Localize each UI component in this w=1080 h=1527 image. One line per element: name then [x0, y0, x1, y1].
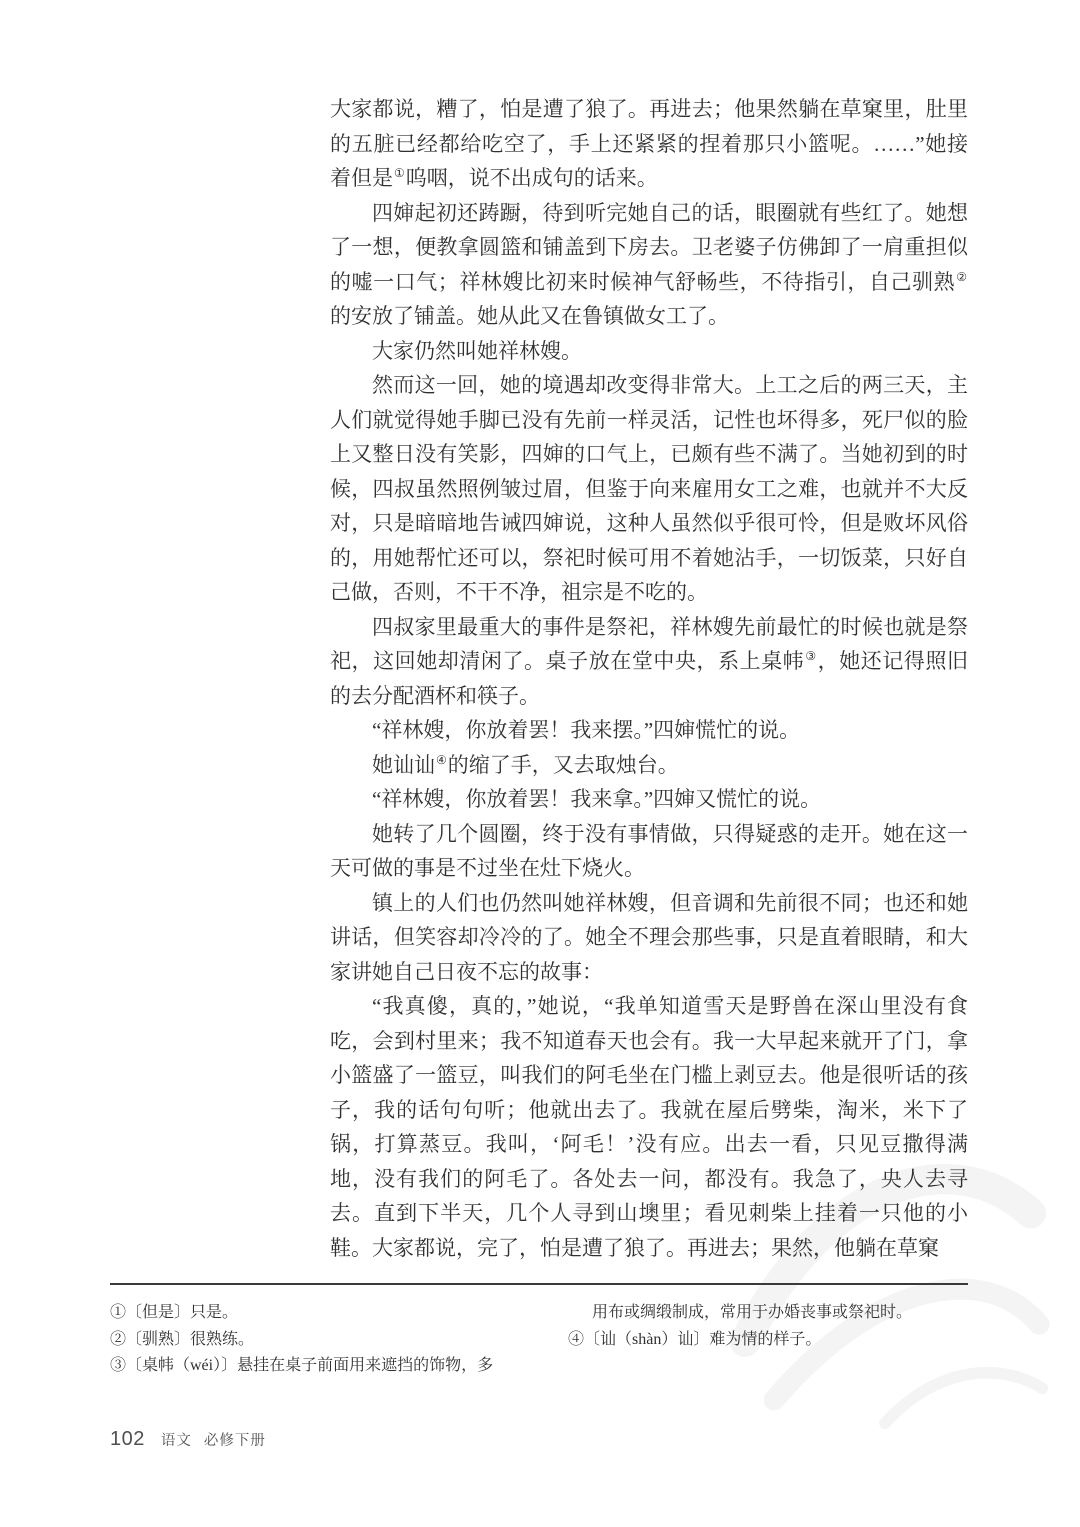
footnote-ref: ③ [805, 649, 817, 663]
footnote-divider [110, 1283, 968, 1285]
body-paragraph: 她转了几个圆圈，终于没有事情做，只得疑惑的走开。她在这一天可做的事是不过坐在灶下烧火。 [330, 821, 968, 880]
body-paragraph: 大家都说，糟了，怕是遭了狼了。再进去；他果然躺在草窠里，肚里的五脏已经都给吃空了，手上还紧紧的捏着那只小篮呢。……”她接着但是①呜咽，说不出成句的话来。 [330, 97, 968, 190]
footnote-line: 用布或绸缎制成，常用于办婚丧事或祭祀时。 [592, 1304, 913, 1321]
footnote-ref: ④ [436, 752, 447, 767]
footnotes-right-column [568, 1300, 970, 1380]
body-paragraph: 四叔家里最重大的事件是祭祀，祥林嫂先前最忙的时候也就是祭祀，这回她却清闲了。桌子放在堂中央，系上桌帏③，她还记得照旧的去分配酒杯和筷子。 [330, 614, 969, 708]
watermark-stroke [885, 1373, 1043, 1424]
body-paragraph: 镇上的人们也仍然叫她祥林嫂，但音调和先前很不同；也还和她讲话，但笑容却冷冷的了。她全不理会那些事，只是直着眼睛，和大家讲她自己日夜不忘的故事： [330, 890, 968, 984]
body-paragraph: “祥林嫂，你放着罢！我来摆。”四婶慌忙的说。 [372, 718, 801, 742]
body-paragraph: 她讪讪④的缩了手，又去取烛台。 [372, 752, 679, 777]
page-footer [110, 1428, 278, 1451]
footer-subject: 语文 [160, 1433, 192, 1449]
footnote-line: ③〔桌帏（wéi）〕悬挂在桌子前面用来遮挡的饰物，多 [110, 1357, 494, 1374]
footnote-ref: ① [394, 166, 405, 180]
body-paragraph: “祥林嫂，你放着罢！我来拿。”四婶又慌忙的说。 [372, 787, 822, 811]
body-paragraph: 然而这一回，她的境遇却改变得非常大。上工之后的两三天，主人们就觉得她手脚已没有先前一样灵活，记性也坏得多，死尸似的脸上又整日没有笑影，四婶的口气上，已颇有些不满了。当她初到的时候，四叔虽然照例皱过眉，但鉴于向来雇用女工之难，也就并不大反对，只是暗暗地告诫四婶说，这种人虽然似乎很可怜，但是败坏风俗的，用她帮忙还可以，祭祀时候可用不着她沾手，一切饭菜，只好自己做，否则，不干不净，祖宗是不吃的。 [330, 373, 968, 604]
body-paragraph: 大家仍然叫她祥林嫂。 [372, 338, 582, 363]
footnotes-left-column [110, 1300, 558, 1380]
footnotes-section [110, 1300, 970, 1380]
body-paragraph: “我真傻，真的，”她说，“我单知道雪天是野兽在深山里没有食吃，会到村里来；我不知道春天也会有。我一大早起来就开了门，拿小篮盛了一篮豆，叫我们的阿毛坐在门槛上剥豆去。他是很听话的孩子，我的话句句听；他就出去了。我就在屋后劈柴，淘米，米下了锅，打算蒸豆。我叫，‘阿毛！’没有应。出去一看，只见豆撒得满地，没有我们的阿毛了。各处去一问，都没有。我急了，央人去寻去。直到下半天，几个人寻到山墺里；看见刺柴上挂着一只他的小鞋。大家都说，完了，怕是遭了狼了。再进去；果然，他躺在草窠 [330, 994, 968, 1260]
page-number: 102 [110, 1428, 145, 1450]
footnote-line: ②〔驯熟〕很熟练。 [110, 1330, 255, 1348]
footnote-ref: ② [956, 269, 967, 284]
footnote-line: ①〔但是〕只是。 [110, 1304, 239, 1321]
footer-volume: 必修下册 [203, 1433, 266, 1449]
body-text-column [330, 92, 968, 1265]
footnote-line: ④〔讪（shàn）讪〕难为情的样子。 [568, 1330, 822, 1348]
body-paragraph: 四婶起初还踌蹰，待到听完她自己的话，眼圈就有些红了。她想了一想，便教拿圆篮和铺盖到下房去。卫老婆子仿佛卸了一肩重担似的嘘一口气；祥林嫂比初来时候神气舒畅些，不待指引，自己驯熟②的安放了铺盖。她从此又在鲁镇做女工了。 [330, 200, 968, 328]
